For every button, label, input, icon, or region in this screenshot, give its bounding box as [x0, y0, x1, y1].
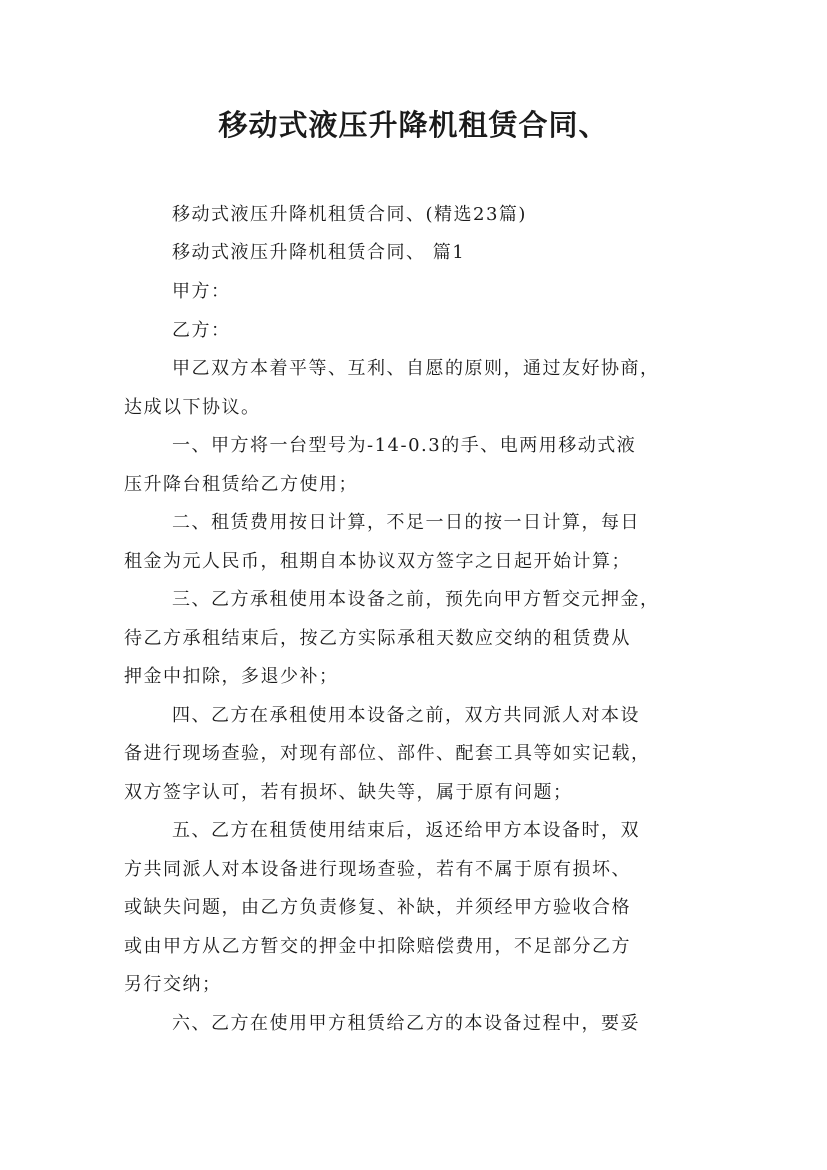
party-a-line: 甲方： [172, 281, 231, 302]
paragraph-line: 或由甲方从乙方暂交的押金中扣除赔偿费用，不足部分乙方 [124, 936, 631, 957]
paragraph-line: 五、乙方在租赁使用结束后，返还给甲方本设备时，双 [172, 820, 640, 841]
paragraph-line: 四、乙方在承租使用本设备之前，双方共同派人对本设 [172, 705, 640, 726]
paragraph-line: 二、租赁费用按日计算，不足一日的按一日计算，每日 [172, 512, 640, 533]
paragraph-line: 租金为元人民币，租期自本协议双方签字之日起开始计算； [124, 551, 631, 572]
paragraph-line: 达成以下协议。 [124, 397, 261, 418]
section-heading-line: 移动式液压升降机租赁合同、 篇1 [172, 242, 466, 263]
party-b-line: 乙方： [172, 320, 231, 341]
paragraph-line: 备进行现场查验，对现有部位、部件、配套工具等如实记载， [124, 743, 651, 764]
paragraph-line: 双方签字认可，若有损坏、缺失等，属于原有问题； [124, 782, 573, 803]
paragraph-line: 甲乙双方本着平等、互利、自愿的原则，通过友好协商， [172, 358, 660, 379]
paragraph-line: 方共同派人对本设备进行现场查验，若有不属于原有损坏、 [124, 859, 631, 880]
paragraph-line: 一、甲方将一台型号为-14-0.3的手、电两用移动式液 [172, 435, 637, 456]
paragraph-line: 或缺失问题，由乙方负责修复、补缺，并须经甲方验收合格 [124, 897, 631, 918]
paragraph-line: 六、乙方在使用甲方租赁给乙方的本设备过程中，要妥 [172, 1013, 640, 1034]
paragraph-line: 押金中扣除，多退少补； [124, 666, 339, 687]
paragraph-line: 三、乙方承租使用本设备之前，预先向甲方暂交元押金， [172, 589, 660, 610]
paragraph-line: 待乙方承租结束后，按乙方实际承租天数应交纳的租赁费从 [124, 628, 631, 649]
paragraph-line: 压升降台租赁给乙方使用； [124, 474, 358, 495]
paragraph-line: 另行交纳； [124, 974, 222, 995]
subtitle-line: 移动式液压升降机租赁合同、(精选23篇) [172, 204, 527, 225]
document-title: 移动式液压升降机租赁合同、 [218, 108, 609, 142]
